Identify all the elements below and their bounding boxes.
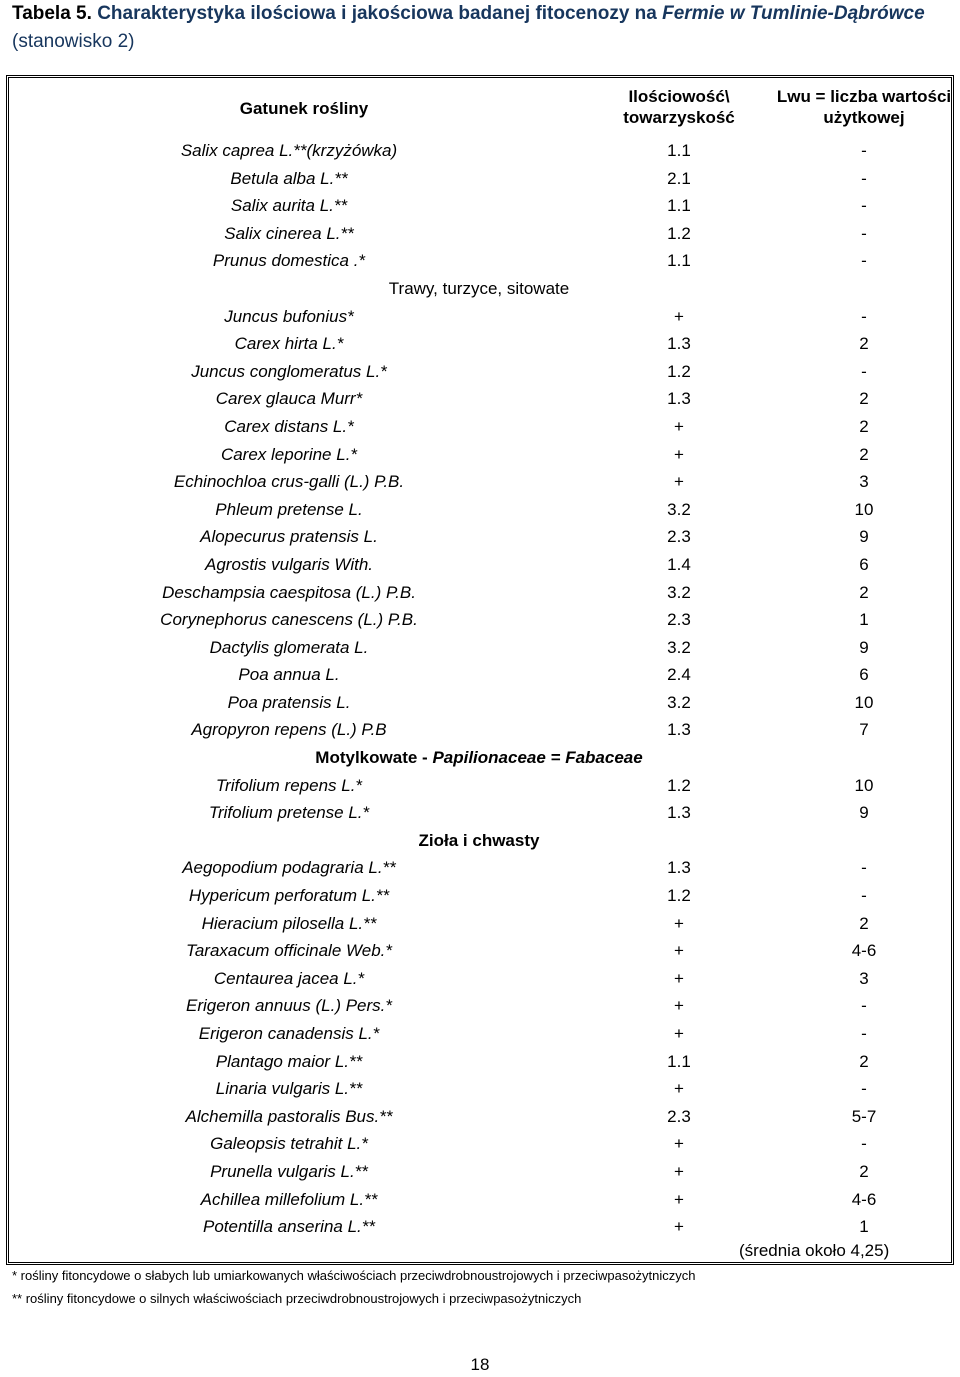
- quantity-value: 1.1: [667, 251, 691, 271]
- species-name: Juncus conglomeratus L.*: [191, 361, 387, 381]
- lwu-value: 4-6: [851, 1189, 877, 1209]
- quantity-value: 2.4: [667, 665, 691, 685]
- header-quantity: Ilościowość\ towarzyskość: [623, 87, 735, 127]
- lwu-value: 1: [859, 1217, 869, 1237]
- section-title-text: Motylkowate -: [315, 748, 428, 768]
- lwu-value: 6: [859, 554, 869, 574]
- table-row: [9, 937, 957, 965]
- table-row: [9, 910, 957, 938]
- quantity-value: +: [674, 1079, 684, 1099]
- quantity-value: 1.2: [667, 223, 691, 243]
- lwu-value: 1: [859, 610, 869, 630]
- quantity-value: 3.2: [667, 582, 691, 602]
- lwu-value: -: [861, 996, 867, 1016]
- quantity-value: 2.3: [667, 527, 691, 547]
- header-species: Gatunek rośliny: [239, 99, 369, 118]
- species-name: Poa annua L.: [238, 665, 340, 685]
- species-name: Deschampsia caespitosa (L.) P.B.: [162, 582, 416, 602]
- species-name: Carex leporine L.*: [220, 444, 358, 464]
- lwu-value: 6: [859, 665, 869, 685]
- quantity-value: +: [674, 306, 684, 326]
- table-row: [9, 965, 957, 993]
- section-title: [9, 827, 949, 855]
- header-lwu: Lwu = liczba wartości użytkowej: [776, 87, 952, 127]
- table-caption: [12, 0, 952, 56]
- table-row: [9, 330, 957, 358]
- species-name: Alchemilla pastoralis Bus.**: [185, 1106, 393, 1126]
- lwu-value: -: [861, 306, 867, 326]
- lwu-value: -: [861, 1024, 867, 1043]
- species-name: Poa pratensis L.: [227, 692, 351, 712]
- table-row: [9, 799, 957, 827]
- section-title-text: Trawy, turzyce, sitowate: [388, 278, 570, 298]
- table-row: [9, 247, 957, 275]
- table-row: [9, 165, 957, 193]
- quantity-value: 1.1: [667, 196, 691, 216]
- table-row: [9, 1020, 957, 1048]
- quantity-value: +: [674, 1217, 684, 1237]
- species-name: Echinochloa crus-galli (L.) P.B.: [173, 472, 405, 492]
- species-name: Juncus bufonius*: [224, 306, 354, 326]
- quantity-value: 1.2: [667, 775, 691, 795]
- table-row: [9, 468, 957, 496]
- lwu-value: 2: [859, 913, 869, 933]
- lwu-value: 3: [859, 472, 869, 492]
- lwu-value: -: [861, 1079, 867, 1099]
- quantity-value: 1.1: [667, 141, 691, 160]
- quantity-value: 3.2: [667, 499, 691, 519]
- lwu-value: -: [861, 858, 867, 878]
- lwu-value: 10: [854, 499, 874, 519]
- lwu-value: 2: [859, 334, 869, 354]
- quantity-value: 1.3: [667, 389, 691, 409]
- table-row: [9, 634, 957, 662]
- table-row: [9, 689, 957, 717]
- caption-text: Charakterystyka ilościowa i jakościowa badanej fitocenozy na: [97, 3, 657, 24]
- section-header-row: [9, 744, 957, 772]
- section-header-row: [9, 275, 957, 303]
- table-row: [9, 661, 957, 689]
- species-name: Agrostis vulgaris With.: [204, 554, 373, 574]
- species-name: Trifolium repens L.*: [215, 775, 363, 795]
- section-title: [9, 275, 949, 303]
- species-table: [6, 75, 954, 1265]
- lwu-value: -: [861, 196, 867, 216]
- section-title: [9, 744, 949, 772]
- quantity-value: 1.1: [667, 1051, 691, 1071]
- species-name: Dactylis glomerata L.: [209, 637, 369, 657]
- lwu-value: -: [861, 1134, 867, 1154]
- lwu-value: -: [861, 223, 867, 243]
- table-row: [9, 220, 957, 248]
- species-name: Linaria vulgaris L.**: [215, 1079, 363, 1099]
- quantity-value: 1.3: [667, 720, 691, 740]
- lwu-value: 2: [859, 1051, 869, 1071]
- quantity-value: +: [674, 1134, 684, 1154]
- lwu-value: 2: [859, 1161, 869, 1181]
- quantity-value: +: [674, 941, 684, 961]
- species-name: Prunus domestica .*: [212, 251, 366, 271]
- table-label: Tabela 5.: [12, 3, 92, 24]
- table-row: [9, 413, 957, 441]
- table-row: [9, 772, 957, 800]
- lwu-value: 2: [859, 416, 869, 436]
- species-name: Salix aurita L.**: [230, 196, 348, 216]
- quantity-value: 3.2: [667, 692, 691, 712]
- table-row: [9, 1103, 957, 1131]
- species-name: Erigeron canadensis L.*: [198, 1024, 380, 1043]
- quantity-value: 1.3: [667, 858, 691, 878]
- caption-site: (stanowisko 2): [12, 31, 135, 52]
- table-row: [9, 358, 957, 386]
- table-row: [9, 1158, 957, 1186]
- lwu-value: 10: [854, 692, 874, 712]
- table-row: [9, 1075, 957, 1103]
- lwu-value: -: [861, 361, 867, 381]
- footnote-single-star: * rośliny fitoncydowe o słabych lub umiarkowanych właściwościach przeciwdrobnoustrojowych i przeciwpasożytniczych: [12, 1268, 696, 1283]
- page-number: 18: [470, 1355, 490, 1374]
- caption-location: Fermie w Tumlinie-Dąbrówce: [662, 3, 925, 24]
- section-title-text: Zioła i chwasty: [418, 830, 540, 850]
- species-name: Carex hirta L.*: [234, 334, 344, 354]
- quantity-value: 2.1: [667, 168, 691, 188]
- species-name: Centaurea jacea L.*: [213, 968, 365, 988]
- quantity-value: 2.3: [667, 1106, 691, 1126]
- footnote-double-star: ** rośliny fitoncydowe o silnych właściwościach przeciwdrobnoustrojowych i przeciwpasożytniczych: [12, 1291, 582, 1306]
- species-name: Carex glauca Murr*: [215, 389, 363, 409]
- lwu-value: 3: [859, 968, 869, 988]
- lwu-value: -: [861, 168, 867, 188]
- average-note: (średnia około 4,25): [739, 1241, 890, 1260]
- table-row: [9, 882, 957, 910]
- quantity-value: +: [674, 968, 684, 988]
- lwu-value: 9: [859, 637, 869, 657]
- species-name: Trifolium pretense L.*: [208, 803, 370, 823]
- lwu-value: 9: [859, 527, 869, 547]
- table-row: [9, 579, 957, 607]
- table-row: [9, 1048, 957, 1076]
- table-row: [9, 606, 957, 634]
- species-name: Plantago maior L.**: [215, 1051, 363, 1071]
- quantity-value: +: [674, 1161, 684, 1181]
- species-name: Aegopodium podagraria L.**: [182, 858, 396, 878]
- section-header-row: [9, 827, 957, 855]
- lwu-value: -: [861, 141, 867, 160]
- quantity-value: +: [674, 996, 684, 1016]
- quantity-value: 1.3: [667, 334, 691, 354]
- species-name: Achillea millefolium L.**: [200, 1189, 378, 1209]
- table-row: [9, 1130, 957, 1158]
- quantity-value: +: [674, 472, 684, 492]
- species-name: Potentilla anserina L.**: [202, 1217, 375, 1237]
- species-name: Salix cinerea L.**: [224, 223, 354, 243]
- species-name: Corynephorus canescens (L.) P.B.: [160, 610, 418, 630]
- table-row: [9, 441, 957, 469]
- quantity-value: +: [674, 416, 684, 436]
- table-row: [9, 1186, 957, 1214]
- table-row: [9, 551, 957, 579]
- lwu-value: 9: [859, 803, 869, 823]
- table-row: [9, 137, 957, 165]
- table-row: [9, 192, 957, 220]
- lwu-value: 2: [859, 582, 869, 602]
- quantity-value: 1.2: [667, 361, 691, 381]
- species-name: Prunella vulgaris L.**: [210, 1161, 368, 1181]
- table-row: [9, 854, 957, 882]
- lwu-value: -: [861, 886, 867, 906]
- lwu-value: 5-7: [851, 1106, 877, 1126]
- species-name: Taraxacum officinale Web.*: [186, 941, 392, 961]
- species-name: Carex distans L.*: [224, 416, 354, 436]
- quantity-value: 3.2: [667, 637, 691, 657]
- table-body: [9, 137, 957, 1241]
- species-name: Phleum pretense L.: [215, 499, 363, 519]
- quantity-value: 1.2: [667, 886, 691, 906]
- table-row: [9, 1213, 957, 1241]
- species-name: Hypericum perforatum L.**: [188, 886, 390, 906]
- quantity-value: +: [674, 1189, 684, 1209]
- table-row: [9, 716, 957, 744]
- table-row: [9, 523, 957, 551]
- species-name: Salix caprea L.**(krzyżówka): [180, 141, 398, 160]
- species-name: Galeopsis tetrahit L.*: [210, 1134, 368, 1154]
- table-row: [9, 385, 957, 413]
- species-name: Hieracium pilosella L.**: [201, 913, 377, 933]
- quantity-value: +: [674, 913, 684, 933]
- section-title-latin: Papilionaceae = Fabaceae: [432, 748, 643, 768]
- lwu-value: 4-6: [851, 941, 877, 961]
- lwu-value: -: [861, 251, 867, 271]
- lwu-value: 7: [859, 720, 869, 740]
- quantity-value: 1.4: [667, 554, 691, 574]
- table-row: [9, 496, 957, 524]
- lwu-value: 2: [859, 389, 869, 409]
- quantity-value: 1.3: [667, 803, 691, 823]
- lwu-value: 10: [854, 775, 874, 795]
- species-name: Alopecurus pratensis L.: [200, 527, 378, 547]
- table-row: [9, 303, 957, 331]
- species-name: Erigeron annuus (L.) Pers.*: [186, 996, 392, 1016]
- lwu-value: 2: [859, 444, 869, 464]
- species-name: Betula alba L.**: [230, 168, 348, 188]
- table-row: [9, 992, 957, 1020]
- quantity-value: +: [674, 1024, 684, 1043]
- quantity-value: +: [674, 444, 684, 464]
- species-name: Agropyron repens (L.) P.B: [191, 720, 387, 740]
- quantity-value: 2.3: [667, 610, 691, 630]
